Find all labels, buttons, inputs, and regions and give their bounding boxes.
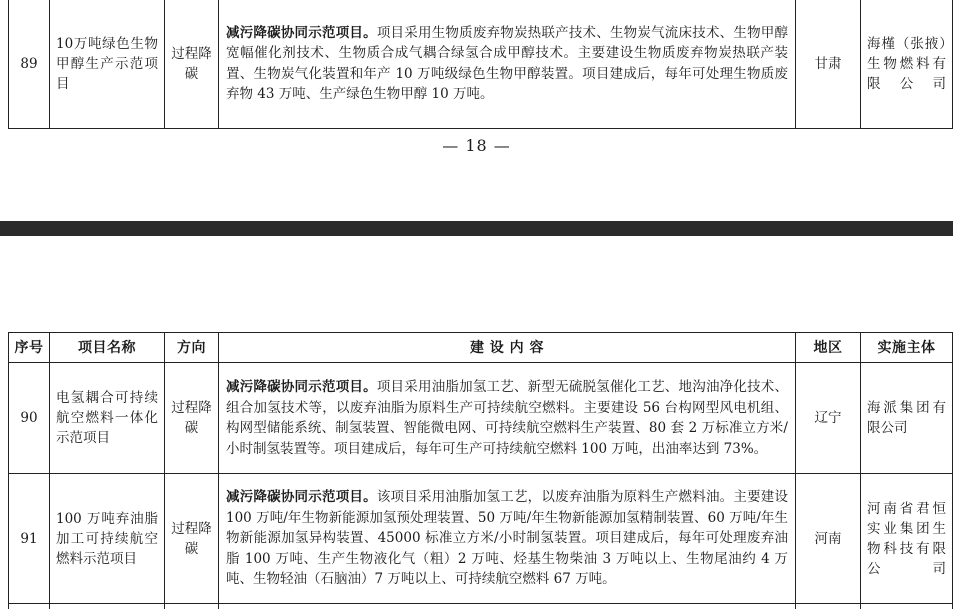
content-text: 项目采用生物质废弃物炭热联产技术、生物炭气流床技术、生物甲醇宽幅催化剂技术、生物质合成气耦合绿氢合成甲醇技术。主要建设生物质废弃物炭热联产装置、生物炭气化装置和年产 10 万吨级绿色生物甲醇装置。项目建成后，每年可处理生物质废弃物 43 万吨、生产绿色生物甲醇 10 万吨。 (226, 24, 789, 102)
project-direction: 过程降碳 (165, 0, 219, 129)
row-number: 89 (9, 0, 50, 129)
table-row (9, 363, 953, 474)
header-name: 项目名称 (50, 333, 165, 363)
implementing-org: 海槿（张掖）生物燃料有限公司 (861, 0, 953, 129)
header-region: 地区 (796, 333, 861, 363)
project-region: 甘肃 (796, 0, 861, 129)
construction-content (219, 363, 796, 474)
row-number: 91 (9, 474, 50, 604)
project-table-top (8, 0, 953, 129)
construction-content (219, 474, 796, 604)
page-divider (0, 221, 953, 236)
project-direction: 过程降碳 (165, 363, 219, 474)
project-direction: 过程降碳 (165, 474, 219, 604)
table-row (9, 0, 953, 129)
header-no: 序号 (9, 333, 50, 363)
project-kind: 减污降碳协同示范项目。 (226, 489, 377, 506)
project-region: 河南 (796, 474, 861, 604)
table-row (9, 474, 953, 604)
project-kind: 减污降碳协同示范项目。 (226, 379, 377, 395)
header-content: 建 设 内 容 (219, 333, 796, 363)
project-name: 100 万吨弃油脂加工可持续航空燃料示范项目 (50, 474, 165, 604)
implementing-org: 河南省君恒实业集团生物科技有限公司 (861, 474, 953, 604)
project-name: 电氢耦合可持续航空燃料一体化示范项目 (50, 363, 165, 474)
project-region: 辽宁 (796, 363, 861, 474)
construction-content (219, 0, 796, 129)
project-name: 10万吨绿色生物甲醇生产示范项目 (50, 0, 165, 129)
implementing-org: 海派集团有限公司 (861, 363, 953, 474)
table-header-row (9, 333, 953, 363)
content-text: 项目采用油脂加氢工艺、新型无硫脱氢催化工艺、地沟油净化技术、组合加氢技术等，以废弃油脂为原料生产可持续航空燃料。主要建设 56 台构网型风电机组、构网型储能系统、制氢装置、智能微电网、可持续航空燃料生产装置、80 套 2 万标准立方米/小时制氢装置等。项目建成后，每年可生产可持续航空燃料 100 万吨，出油率达到 73%。 (226, 379, 789, 457)
table-row-partial (9, 604, 953, 609)
project-kind: 减污降碳协同示范项目。 (226, 24, 377, 41)
project-table (8, 332, 953, 609)
page-number: — 18 — (442, 136, 511, 155)
content-text: 该项目采用油脂加氢工艺，以废弃油脂为原料生产燃料油。主要建设 100 万吨/年生物新能源加氢预处理装置、50 万吨/年生物新能源加氢精制装置、60 万吨/年生物新能源加氢异构装置、45000 标准立方米/小时制氢装置。项目建成后，每年可处理废弃油脂 100 万吨、生产生物液化气（粗）2 万吨、烃基生物柴油 3 万吨以上、生物尾油约 4 万吨、生物轻油（石脑油）7 万吨以上、可持续航空燃料 67 万吨。 (226, 489, 789, 588)
header-direction: 方向 (165, 333, 219, 363)
header-org: 实施主体 (861, 333, 953, 363)
row-number: 90 (9, 363, 50, 474)
